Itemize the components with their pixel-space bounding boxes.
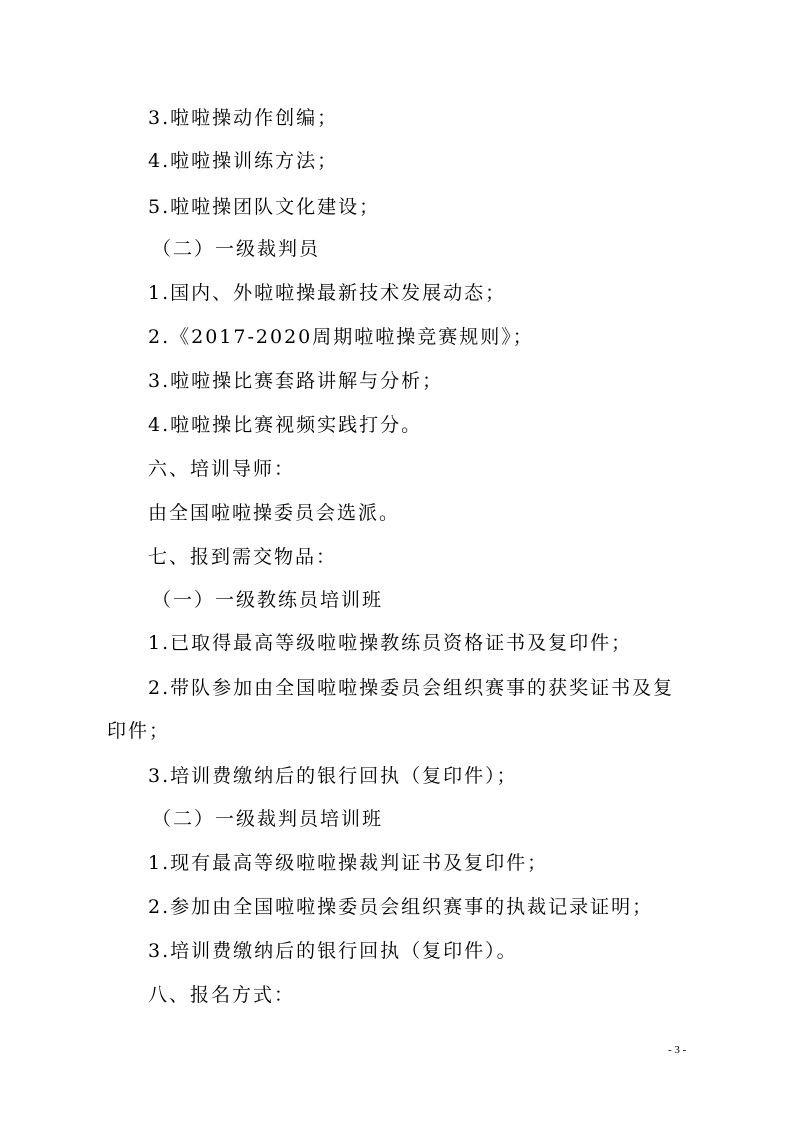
subheading-coach-class: （一）一级教练员培训班 <box>152 589 384 611</box>
section-heading-instructors: 六、培训导师： <box>148 458 296 480</box>
list-item-referee-certificate: 1.现有最高等级啦啦操裁判证书及复印件； <box>148 852 549 874</box>
subheading-referee: （二）一级裁判员 <box>152 238 321 260</box>
list-item-routine-analysis: 3.啦啦操比赛套路讲解与分析； <box>148 370 444 392</box>
list-item-choreography: 3.啦啦操动作创编； <box>148 107 339 129</box>
list-item-tech-trends: 1.国内、外啦啦操最新技术发展动态； <box>148 282 507 304</box>
list-item-video-scoring: 4.啦啦操比赛视频实践打分。 <box>148 414 423 436</box>
list-item-award-certificate-continued: 印件； <box>107 720 171 742</box>
list-item-judging-record: 2.参加由全国啦啦操委员会组织赛事的执裁记录证明； <box>148 896 654 918</box>
list-item-award-certificate: 2.带队参加由全国啦啦操委员会组织赛事的获奖证书及复 <box>148 677 675 699</box>
list-item-referee-receipt: 3.培训费缴纳后的银行回执（复印件）。 <box>148 940 518 962</box>
page-number: - 3 - <box>668 1044 687 1056</box>
section-heading-documents: 七、报到需交物品： <box>148 546 338 568</box>
section-heading-registration: 八、报名方式： <box>148 984 296 1006</box>
list-item-coach-receipt: 3.培训费缴纳后的银行回执（复印件）； <box>148 765 518 787</box>
paragraph-instructors: 由全国啦啦操委员会选派。 <box>148 502 401 524</box>
list-item-coach-certificate: 1.已取得最高等级啦啦操教练员资格证书及复印件； <box>148 632 633 654</box>
list-item-training-methods: 4.啦啦操训练方法； <box>148 150 339 172</box>
subheading-referee-class: （二）一级裁判员培训班 <box>152 808 384 830</box>
list-item-rules: 2.《2017-2020周期啦啦操竞赛规则》； <box>148 326 534 348</box>
list-item-team-culture: 5.啦啦操团队文化建设； <box>148 196 381 218</box>
